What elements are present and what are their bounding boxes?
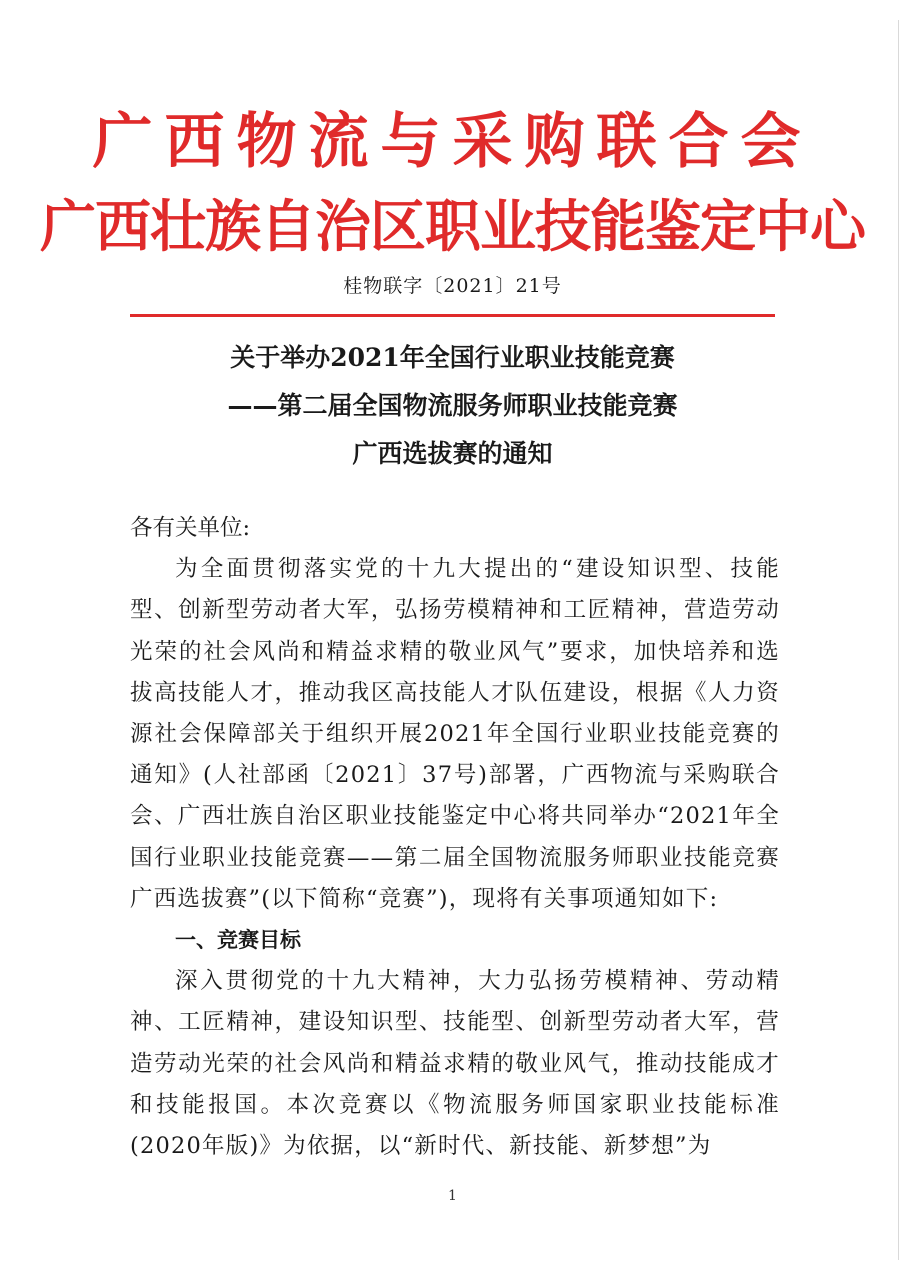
letterhead-org-1: 广西物流与采购联合会 bbox=[92, 107, 813, 177]
section-heading-goals: 一、竞赛目标 bbox=[175, 928, 301, 953]
document-number: 桂物联字〔2021〕21号 bbox=[343, 275, 562, 297]
salutation: 各有关单位: bbox=[130, 515, 251, 541]
document-body bbox=[130, 508, 780, 1167]
paragraph-intro: 为全面贯彻落实党的十九大提出的“建设知识型、技能型、创新型劳动者大军，弘扬劳模精神和工匠精神，营造劳动光荣的社会风尚和精益求精的敬业风气”要求，加快培养和选拔高技能人才，推动我区高技能人才队伍建设，根据《人力资源社会保障部关于组织开展2021年全国行业职业技能竞赛的通知》(人社部函〔2021〕37号)部署，广西物流与采购联合会、广西壮族自治区职业技能鉴定中心将共同举办“2021年全国行业职业技能竞赛——第二届全国物流服务师职业技能竞赛广西选拔赛”(以下简称“竞赛”)，现将有关事项通知如下: bbox=[130, 556, 780, 912]
page-number: 1 bbox=[448, 1188, 457, 1204]
title-line-2: ——第二届全国物流服务师职业技能竞赛 bbox=[227, 391, 678, 420]
letterhead-divider bbox=[130, 314, 775, 317]
title-line-1: 关于举办2021年全国行业职业技能竞赛 bbox=[230, 343, 675, 372]
paragraph-goals: 深入贯彻党的十九大精神，大力弘扬劳模精神、劳动精神、工匠精神，建设知识型、技能型、创新型劳动者大军，营造劳动光荣的社会风尚和精益求精的敬业风气，推动技能成才和技能报国。本次竞赛以《物流服务师国家职业技能标准(2020年版)》为依据，以“新时代、新技能、新梦想”为 bbox=[130, 968, 780, 1160]
letterhead-org-2: 广西壮族自治区职业技能鉴定中心 bbox=[40, 195, 865, 260]
title-line-3: 广西选拔赛的通知 bbox=[352, 439, 553, 468]
